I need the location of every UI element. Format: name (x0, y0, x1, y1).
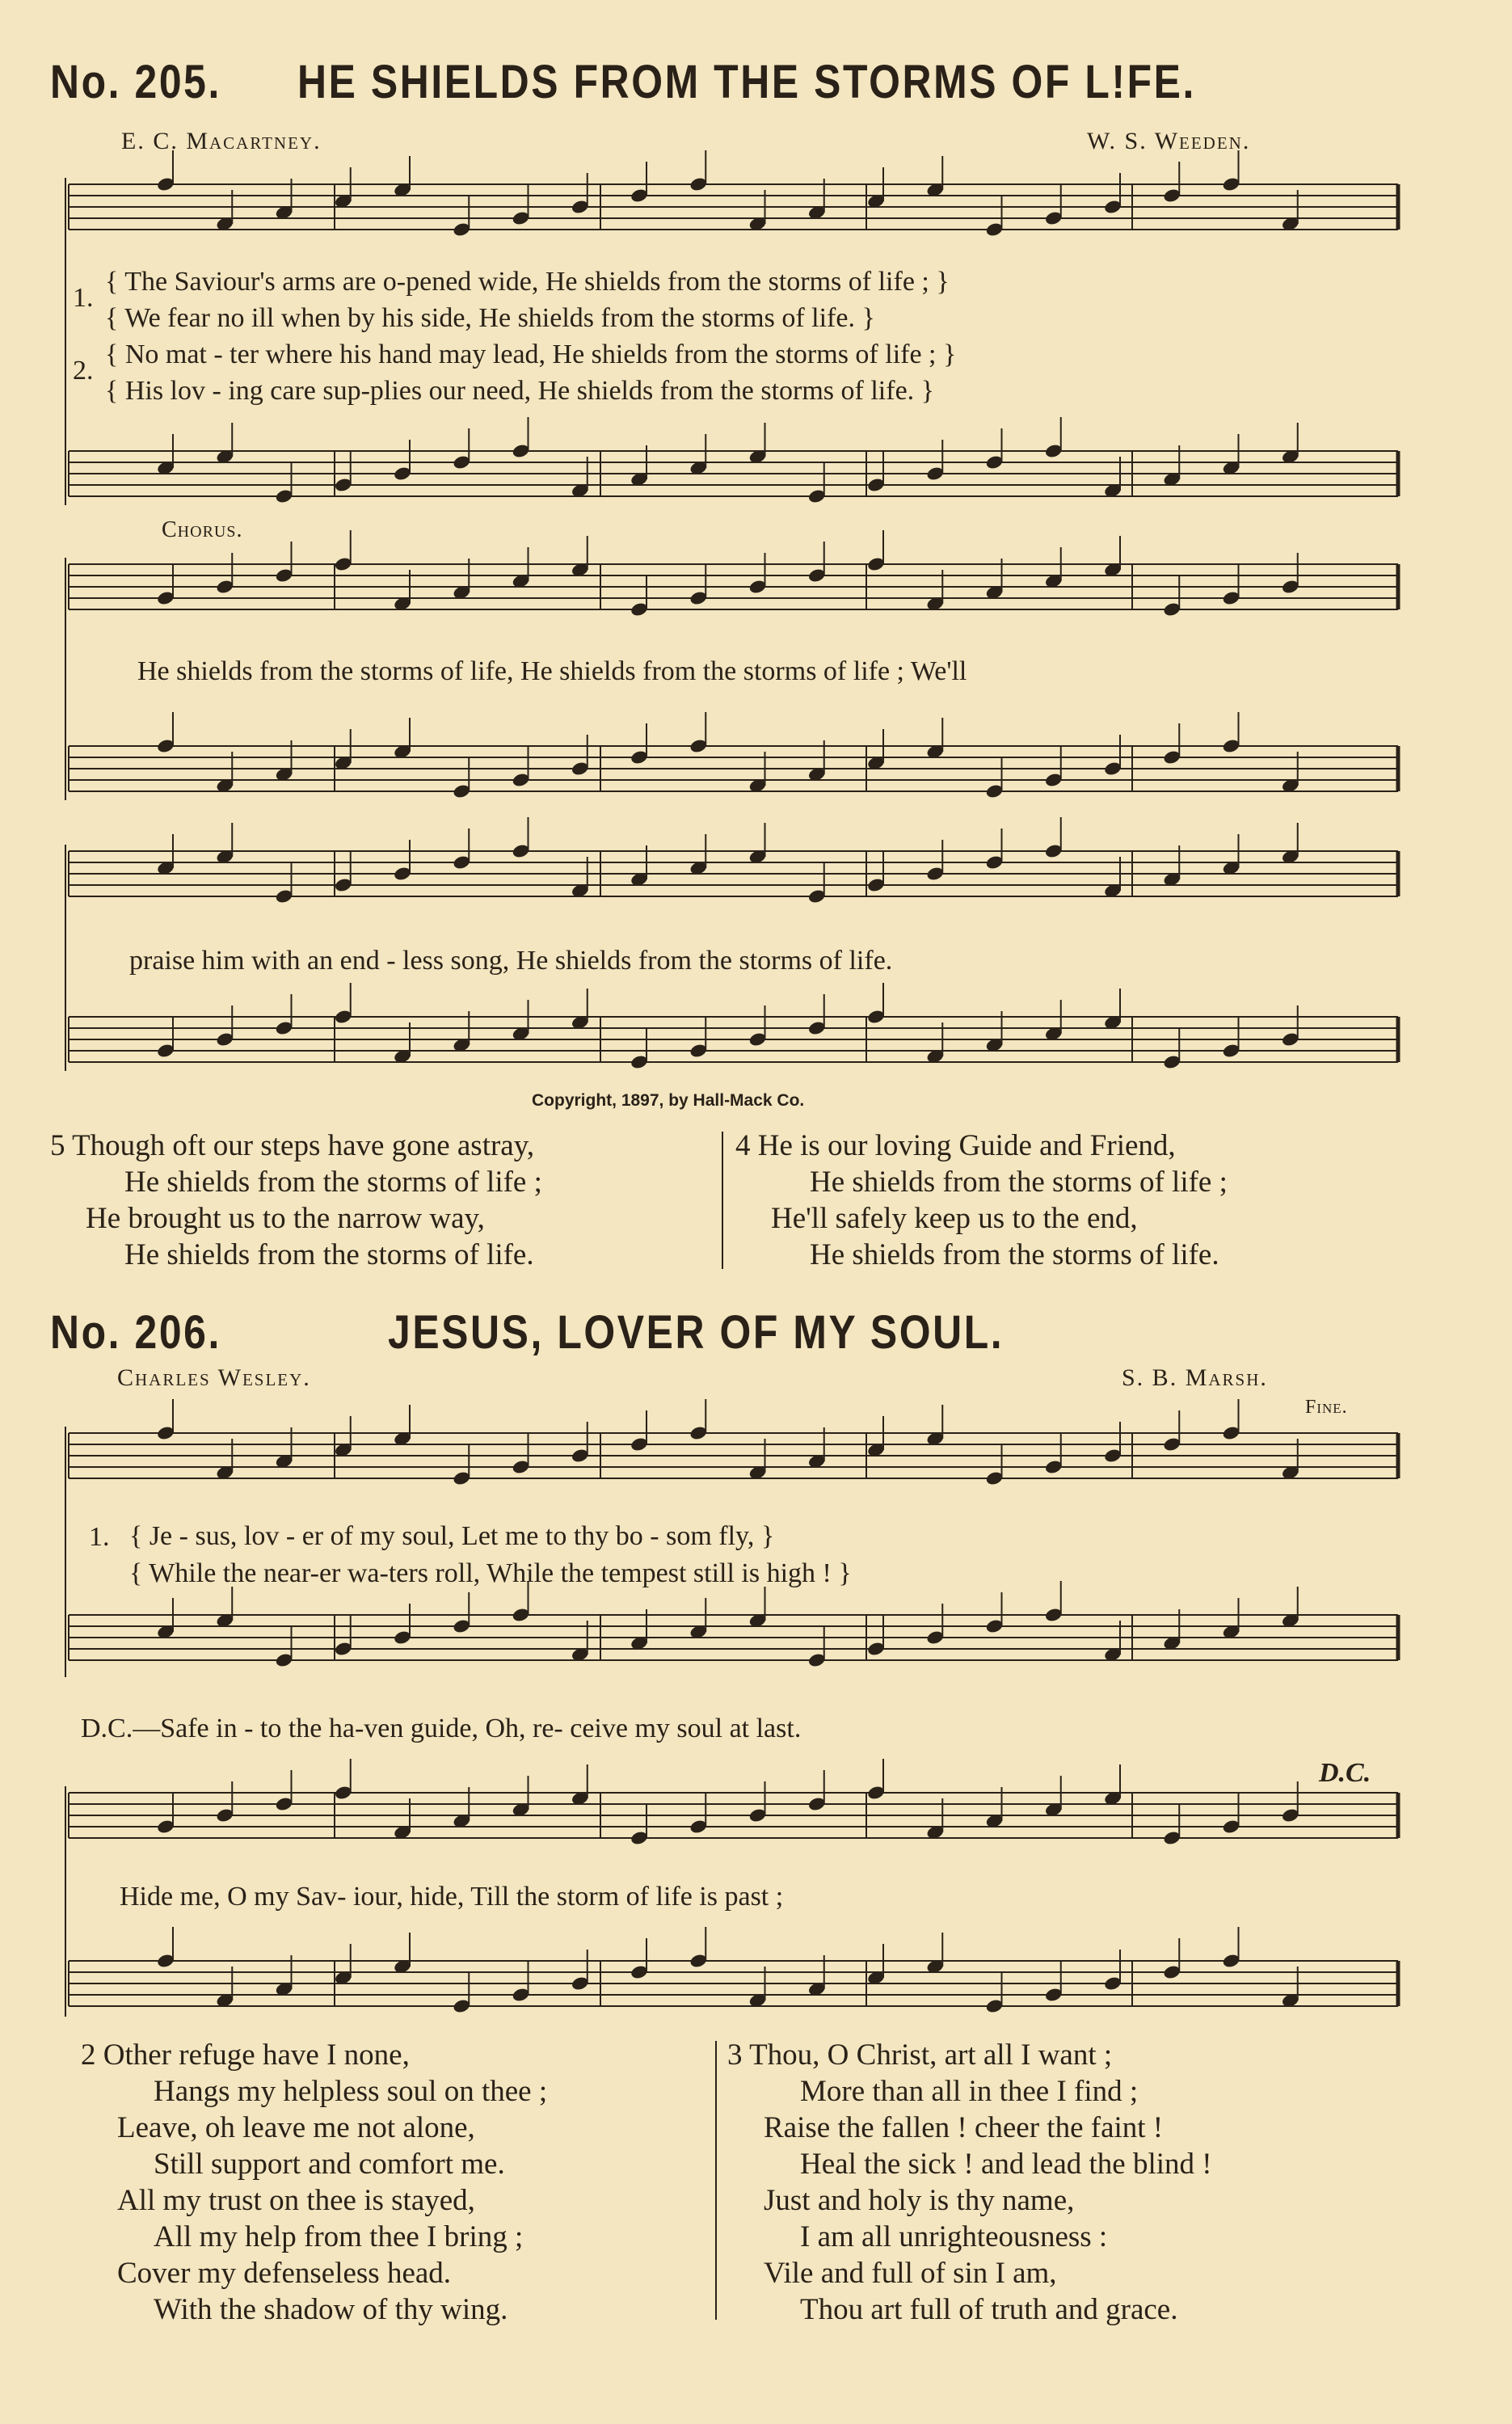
verse-line: With the shadow of thy wing. (154, 2293, 508, 2326)
bass-staff (69, 1010, 1398, 1071)
verse-line: Vile and full of sin I am, (764, 2257, 1057, 2290)
hymn-206-composer: S. B. Marsh. (1122, 1364, 1268, 1391)
verse-1-line-1: { Je - sus, lov - er of my soul, Let me to thy bo - som fly, } (129, 1521, 775, 1551)
system-brace (65, 558, 66, 800)
verse-line: Still support and comfort me. (154, 2148, 505, 2181)
system-brace (65, 1786, 66, 2017)
hymn-205-composer: W. S. Weeden. (1087, 128, 1251, 154)
verse-line: He shields from the storms of life. (124, 1238, 534, 1271)
verse-line: 3 Thou, O Christ, art all I want ; (727, 2038, 1113, 2072)
verse-number-2: 2. (73, 356, 94, 386)
verse-line: Hangs my helpless soul on thee ; (154, 2075, 548, 2108)
treble-staff (69, 845, 1398, 905)
verse-1-line-1: { The Saviour's arms are o-pened wide, He shields from the storms of life ; } (105, 267, 950, 297)
verse-2-line-1: { No mat - ter where his hand may lead, He shields from the storms of life ; } (105, 339, 957, 369)
treble-staff (69, 558, 1398, 618)
hymn-205-author: E. C. Macartney. (121, 128, 322, 154)
hymn-206-number: No. 206. (50, 1306, 221, 1359)
verse-line: I am all unrighteousness : (800, 2220, 1108, 2253)
verse-1-line-2: { While the near-er wa-ters roll, While the tempest still is high ! } (129, 1558, 852, 1588)
system-brace (65, 178, 66, 505)
chorus-line: Hide me, O my Sav- iour, hide, Till the storm of life is past ; (120, 1882, 784, 1912)
fine-mark: Fine. (1305, 1397, 1348, 1418)
verse-line: All my help from thee I bring ; (154, 2220, 524, 2253)
verse-line: 5 Though oft our steps have gone astray, (50, 1129, 535, 1162)
chorus-line-1: He shields from the storms of life, He shields from the storms of life ; We'll (137, 656, 967, 686)
verse-line: 2 Other refuge have I none, (81, 2038, 410, 2072)
verse-1-line-2: { We fear no ill when by his side, He shields from the storms of life. } (105, 303, 875, 333)
verse-line: Thou art full of truth and grace. (800, 2293, 1178, 2326)
verse-number-1: 1. (73, 283, 94, 313)
verse-line: Leave, oh leave me not alone, (117, 2111, 475, 2144)
bass-staff (69, 740, 1398, 800)
dc-line: D.C.—Safe in - to the ha-ven guide, Oh, re- ceive my soul at last. (81, 1714, 802, 1743)
bass-staff (69, 1608, 1398, 1669)
verse-line: All my trust on thee is stayed, (117, 2184, 475, 2217)
verse-number-1: 1. (89, 1522, 110, 1552)
verse-line: Heal the sick ! and lead the blind ! (800, 2148, 1212, 2181)
treble-staff (69, 178, 1398, 238)
verse-line: Just and holy is thy name, (764, 2184, 1075, 2217)
dc-mark: D.C. (1319, 1758, 1371, 1788)
copyright: Copyright, 1897, by Hall-Mack Co. (532, 1091, 805, 1110)
verse-2-line-2: { His lov - ing care sup-plies our need, He shields from the storms of life. } (105, 376, 934, 406)
hymn-205-title: HE SHIELDS FROM THE STORMS OF L!FE. (297, 56, 1196, 108)
column-divider (715, 2041, 717, 2320)
verse-line: Cover my defenseless head. (117, 2257, 452, 2290)
system-brace (65, 845, 66, 1071)
system-brace (65, 1427, 66, 1677)
verse-3 (727, 2037, 1212, 2328)
column-divider (722, 1132, 723, 1269)
hymn-206-title: JESUS, LOVER OF MY SOUL. (388, 1306, 1004, 1359)
hymn-205-number: No. 205. (50, 56, 221, 108)
treble-staff (69, 1786, 1398, 1847)
treble-staff (69, 1427, 1398, 1487)
verse-line: More than all in thee I find ; (800, 2075, 1139, 2108)
verse-line: 4 He is our loving Guide and Friend, (735, 1129, 1176, 1162)
chorus-line-2: praise him with an end - less song, He shields from the storms of life. (129, 946, 893, 976)
bass-staff (69, 1954, 1398, 2015)
verse-line: He shields from the storms of life ; (810, 1166, 1228, 1199)
chorus-label: Chorus. (162, 517, 243, 542)
hymn-206-author: Charles Wesley. (117, 1364, 311, 1391)
verse-3 (50, 1128, 542, 1273)
bass-staff (69, 445, 1398, 505)
verse-line: He shields from the storms of life. (810, 1238, 1219, 1271)
verse-line: He shields from the storms of life ; (124, 1166, 542, 1199)
verse-line: He'll safely keep us to the end, (771, 1202, 1138, 1235)
verse-4 (735, 1128, 1228, 1273)
verse-2 (81, 2037, 547, 2328)
verse-line: Raise the fallen ! cheer the faint ! (764, 2111, 1164, 2144)
verse-line: He brought us to the narrow way, (86, 1202, 485, 1235)
